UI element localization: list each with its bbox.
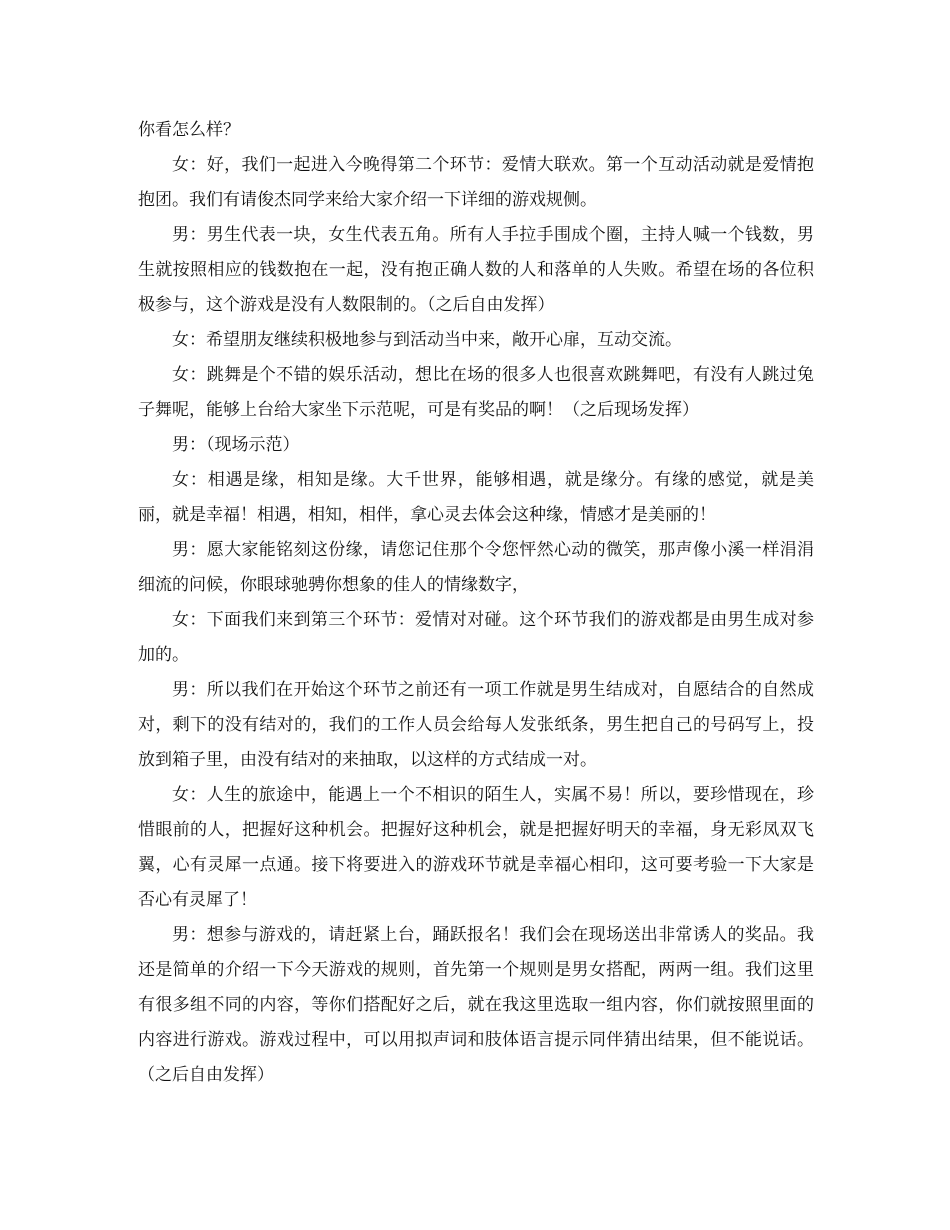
paragraph: 男：所以我们在开始这个环节之前还有一项工作就是男生结成对，自愿结合的自然成对，剩下的没有结对的，我们的工作人员会给每人发张纸条，男生把自己的号码写上，投放到箱子里，由没有结对的来抽取，以这样的方式结成一对。 — [138, 680, 814, 770]
paragraph: 女：好，我们一起进入今晚得第二个环节：爱情大联欢。第一个互动活动就是爱情抱抱团。我们有请俊杰同学来给大家介绍一下详细的游戏规侧。 — [138, 155, 814, 210]
paragraph: 女：跳舞是个不错的娱乐活动，想比在场的很多人也很喜欢跳舞吧，有没有人跳过兔子舞呢，能够上台给大家坐下示范呢，可是有奖品的啊！（之后现场发挥） — [138, 365, 814, 420]
paragraph: 男：愿大家能铭刻这份缘，请您记住那个令您怦然心动的微笑，那声像小溪一样涓涓细流的问候，你眼球驰骋你想象的佳人的情缘数字， — [138, 540, 814, 595]
paragraph: 女：相遇是缘，相知是缘。大千世界，能够相遇，就是缘分。有缘的感觉，就是美丽，就是幸福！相遇，相知，相伴，拿心灵去体会这种缘，情感才是美丽的！ — [138, 470, 814, 525]
paragraph: 男：想参与游戏的，请赶紧上台，踊跃报名！我们会在现场送出非常诱人的奖品。我还是简单的介绍一下今天游戏的规则，首先第一个规则是男女搭配，两两一组。我们这里有很多组不同的内容，等你们搭配好之后，就在我这里选取一组内容，你们就按照里面的内容进行游戏。游戏过程中，可以用拟声词和肢体语言提示同伴猜出结果，但不能说话。（之后自由发挥） — [138, 925, 814, 1085]
paragraph-continued: 你看怎么样？ — [138, 120, 240, 140]
paragraph: 女：人生的旅途中，能遇上一个不相识的陌生人，实属不易！所以，要珍惜现在，珍惜眼前的人，把握好这种机会。把握好这种机会，就是把握好明天的幸福，身无彩凤双飞翼，心有灵犀一点通。接下将要进入的游戏环节就是幸福心相印，这可要考验一下大家是否心有灵犀了！ — [138, 785, 814, 910]
document-body — [138, 113, 814, 1093]
paragraph: 男：（现场示范） — [172, 435, 300, 455]
paragraph: 男：男生代表一块，女生代表五角。所有人手拉手围成个圈，主持人喊一个钱数，男生就按照相应的钱数抱在一起，没有抱正确人数的人和落单的人失败。希望在场的各位积极参与，这个游戏是没有人数限制的。（之后自由发挥） — [138, 225, 814, 315]
paragraph: 女：下面我们来到第三个环节：爱情对对碰。这个环节我们的游戏都是由男生成对参加的。 — [138, 610, 814, 665]
paragraph: 女：希望朋友继续积极地参与到活动当中来，敞开心扉，互动交流。 — [172, 330, 682, 350]
